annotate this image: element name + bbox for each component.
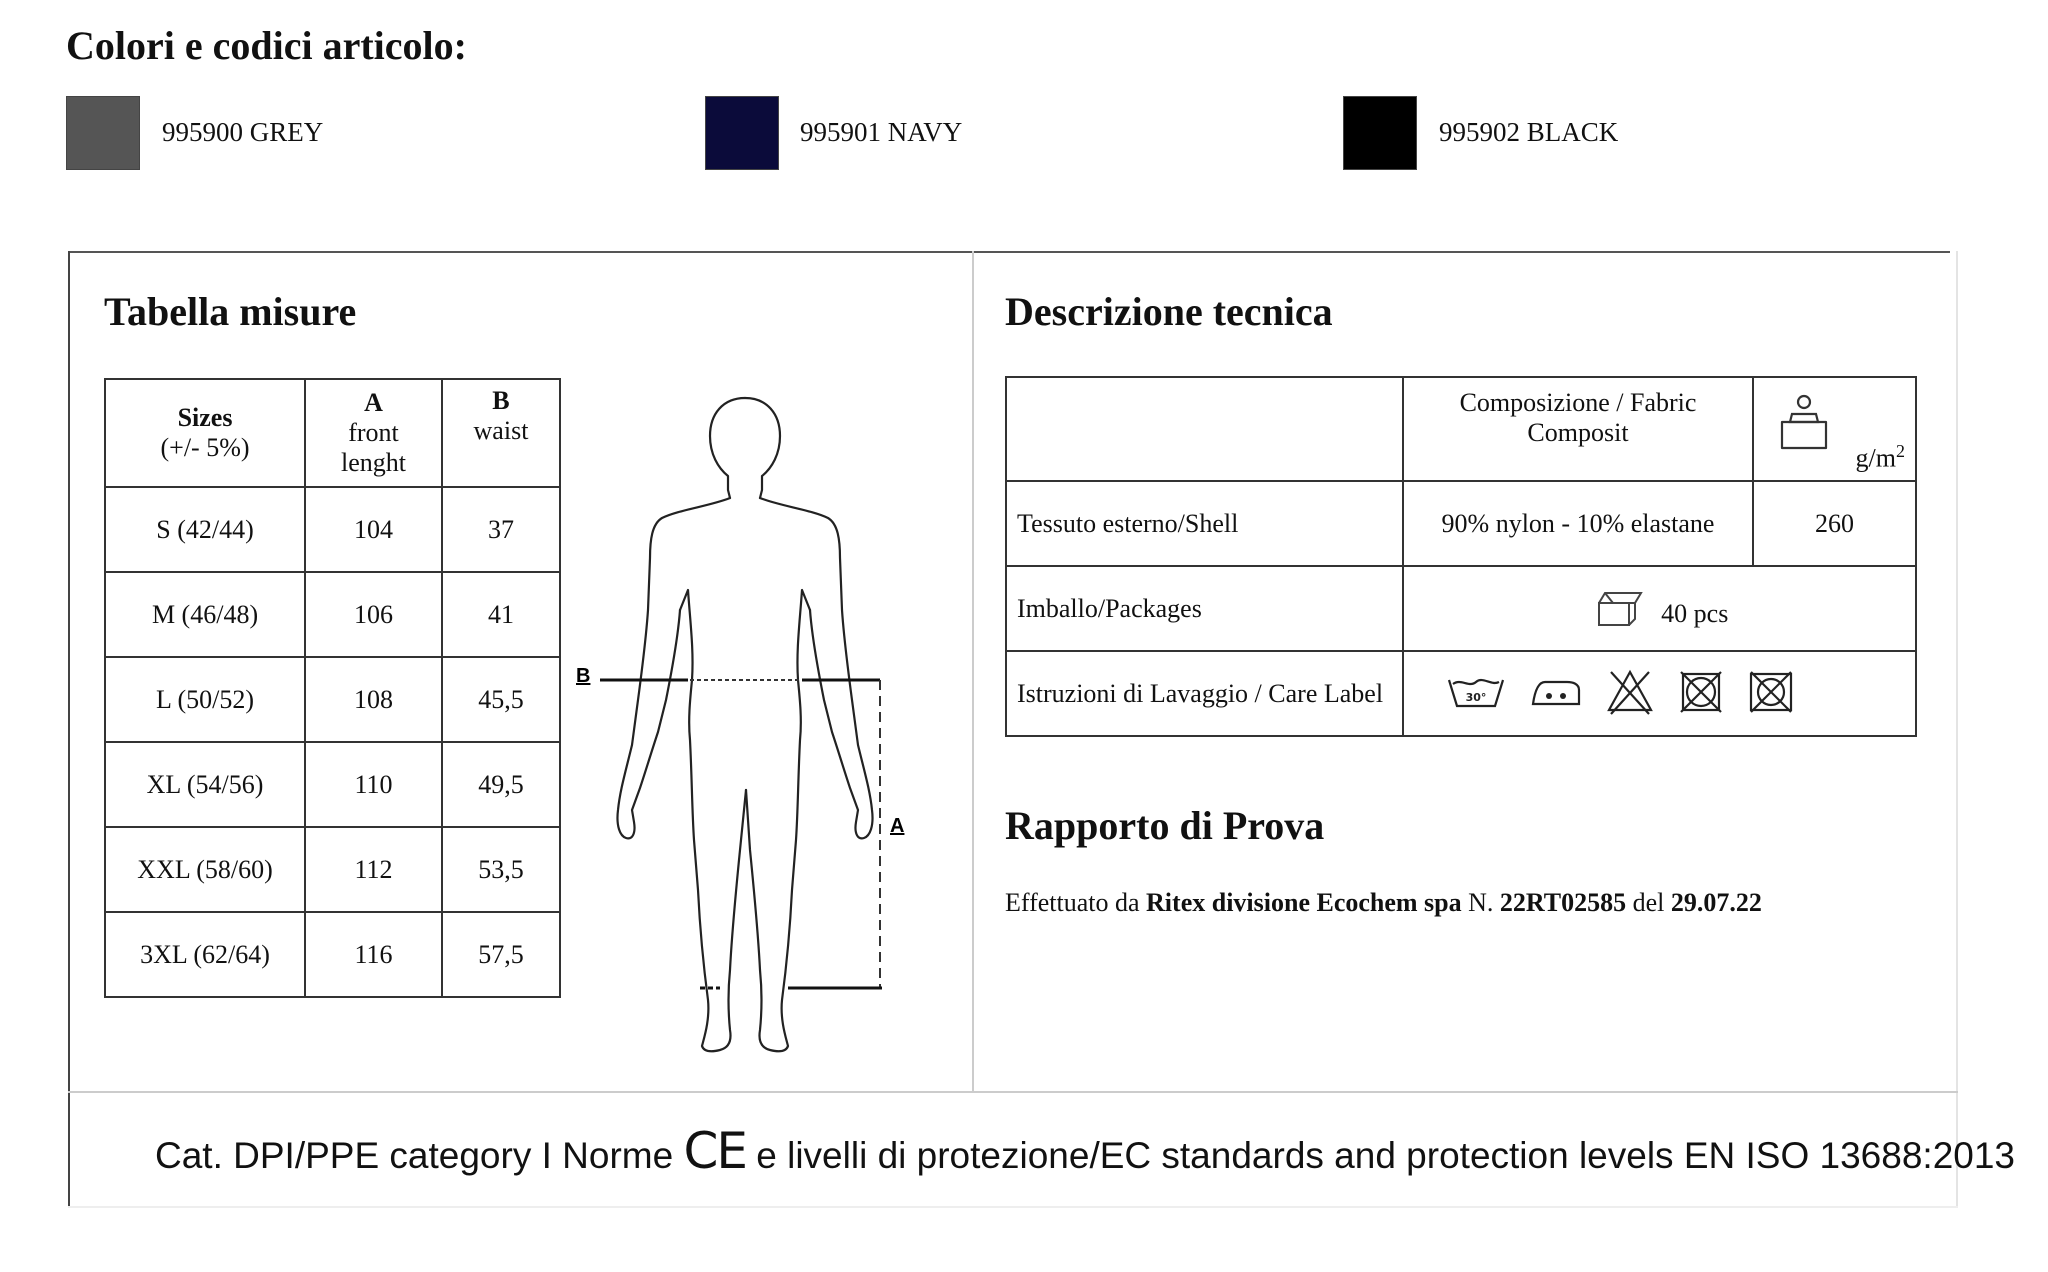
- front-length-cell: 106: [305, 572, 442, 657]
- table-row: [105, 487, 560, 572]
- waist-cell: 37: [442, 487, 560, 572]
- report-date: 29.07.22: [1670, 888, 1762, 917]
- table-row: [105, 742, 560, 827]
- frame-footer-line: [68, 1091, 1958, 1093]
- care-row: [1006, 651, 1916, 736]
- size-table-header-row: [105, 379, 560, 487]
- table-row: [105, 572, 560, 657]
- wash-30-icon: [1445, 672, 1507, 712]
- technical-title: Descrizione tecnica: [1005, 289, 1333, 334]
- report-lab: Ritex divisione Ecochem spa: [1146, 888, 1462, 917]
- header-waist: [442, 379, 560, 487]
- front-length-cell: 116: [305, 912, 442, 997]
- care-label: Istruzioni di Lavaggio / Care Label: [1006, 651, 1403, 736]
- color-code-grey: 995900 GREY: [162, 117, 324, 147]
- body-measurement-figure: [560, 370, 940, 1070]
- table-row: [105, 912, 560, 997]
- header-sizes-label: Sizes: [177, 403, 233, 432]
- technical-table: [1005, 376, 1917, 737]
- technical-header-row: [1006, 377, 1916, 481]
- label-b: B: [576, 665, 591, 687]
- footer-before-mark: Cat. DPI/PPE category I Norme: [155, 1135, 684, 1176]
- care-icons-cell: [1403, 651, 1916, 736]
- waist-cell: 45,5: [442, 657, 560, 742]
- shell-composition: 90% nylon - 10% elastane: [1403, 481, 1753, 566]
- packages-value: 40 pcs: [1661, 598, 1729, 628]
- composition-header: Composizione / Fabric Composit: [1403, 377, 1753, 481]
- size-cell: XXL (58/60): [105, 827, 305, 912]
- no-bleach-icon: [1605, 668, 1655, 716]
- shell-weight: 260: [1753, 481, 1916, 566]
- header-sizes: [105, 379, 305, 487]
- swatch-grey: [66, 96, 140, 170]
- packages-row: [1006, 566, 1916, 651]
- size-table-title: Tabella misure: [104, 289, 357, 334]
- size-cell: S (42/44): [105, 487, 305, 572]
- header-a-label-2: lenght: [341, 448, 406, 477]
- body-outline: [617, 398, 872, 1051]
- weight-scale-icon: [1776, 392, 1832, 454]
- report-prefix: Effettuato da: [1005, 888, 1147, 917]
- swatch-black: [1343, 96, 1417, 170]
- header-b-label: waist: [473, 416, 529, 445]
- no-tumble-dry-icon: [1677, 668, 1725, 716]
- footer-certification: [155, 1122, 2015, 1180]
- table-row: [105, 657, 560, 742]
- frame-divider-line: [972, 251, 974, 1091]
- waist-cell: 41: [442, 572, 560, 657]
- iron-low-icon: [1529, 672, 1583, 712]
- size-table: [104, 378, 561, 998]
- no-dry-clean-icon: [1747, 668, 1795, 716]
- report-title: Rapporto di Prova: [1005, 803, 1325, 848]
- waist-cell: 57,5: [442, 912, 560, 997]
- colors-title: Colori e codici articolo:: [66, 23, 467, 68]
- color-code-navy: 995901 NAVY: [800, 117, 963, 147]
- care-icons: [1445, 668, 1795, 716]
- front-length-cell: 108: [305, 657, 442, 742]
- size-cell: XL (54/56): [105, 742, 305, 827]
- report-number: 22RT02585: [1499, 888, 1627, 917]
- report-number-prefix: N.: [1461, 888, 1500, 917]
- header-a-code: A: [364, 388, 383, 417]
- frame-top-line: [68, 251, 1950, 253]
- front-length-cell: 112: [305, 827, 442, 912]
- waist-cell: 53,5: [442, 827, 560, 912]
- swatch-navy: [705, 96, 779, 170]
- footer-after-mark: e livelli di protezione/EC standards and protection levels EN ISO 13688:2013: [745, 1135, 2016, 1176]
- frame-bottom-line: [68, 1206, 1958, 1208]
- report-date-prefix: del: [1626, 888, 1671, 917]
- empty-header-cell: [1006, 377, 1403, 481]
- weight-unit: g/m: [1855, 444, 1896, 473]
- weight-header: [1753, 377, 1916, 481]
- size-cell: 3XL (62/64): [105, 912, 305, 997]
- header-front-length: [305, 379, 442, 487]
- label-a: A: [890, 815, 905, 837]
- packages-label: Imballo/Packages: [1006, 566, 1403, 651]
- size-cell: M (46/48): [105, 572, 305, 657]
- table-row: [105, 827, 560, 912]
- header-tolerance: (+/- 5%): [160, 433, 250, 462]
- box-icon: [1591, 589, 1649, 629]
- frame-left-line: [68, 251, 70, 1206]
- size-cell: L (50/52): [105, 657, 305, 742]
- front-length-cell: 104: [305, 487, 442, 572]
- color-code-black: 995902 BLACK: [1439, 117, 1619, 147]
- shell-label: Tessuto esterno/Shell: [1006, 481, 1403, 566]
- packages-value-cell: [1403, 566, 1916, 651]
- waist-cell: 49,5: [442, 742, 560, 827]
- report-text: [1005, 888, 1762, 918]
- frame-right-line: [1956, 251, 1958, 1206]
- weight-unit-exponent: 2: [1896, 441, 1905, 462]
- shell-row: [1006, 481, 1916, 566]
- front-length-cell: 110: [305, 742, 442, 827]
- wash-temperature: 30°: [1465, 691, 1486, 704]
- header-b-code: B: [492, 386, 510, 415]
- ce-mark-icon: CE: [683, 1122, 746, 1180]
- header-a-label-1: front: [348, 418, 399, 447]
